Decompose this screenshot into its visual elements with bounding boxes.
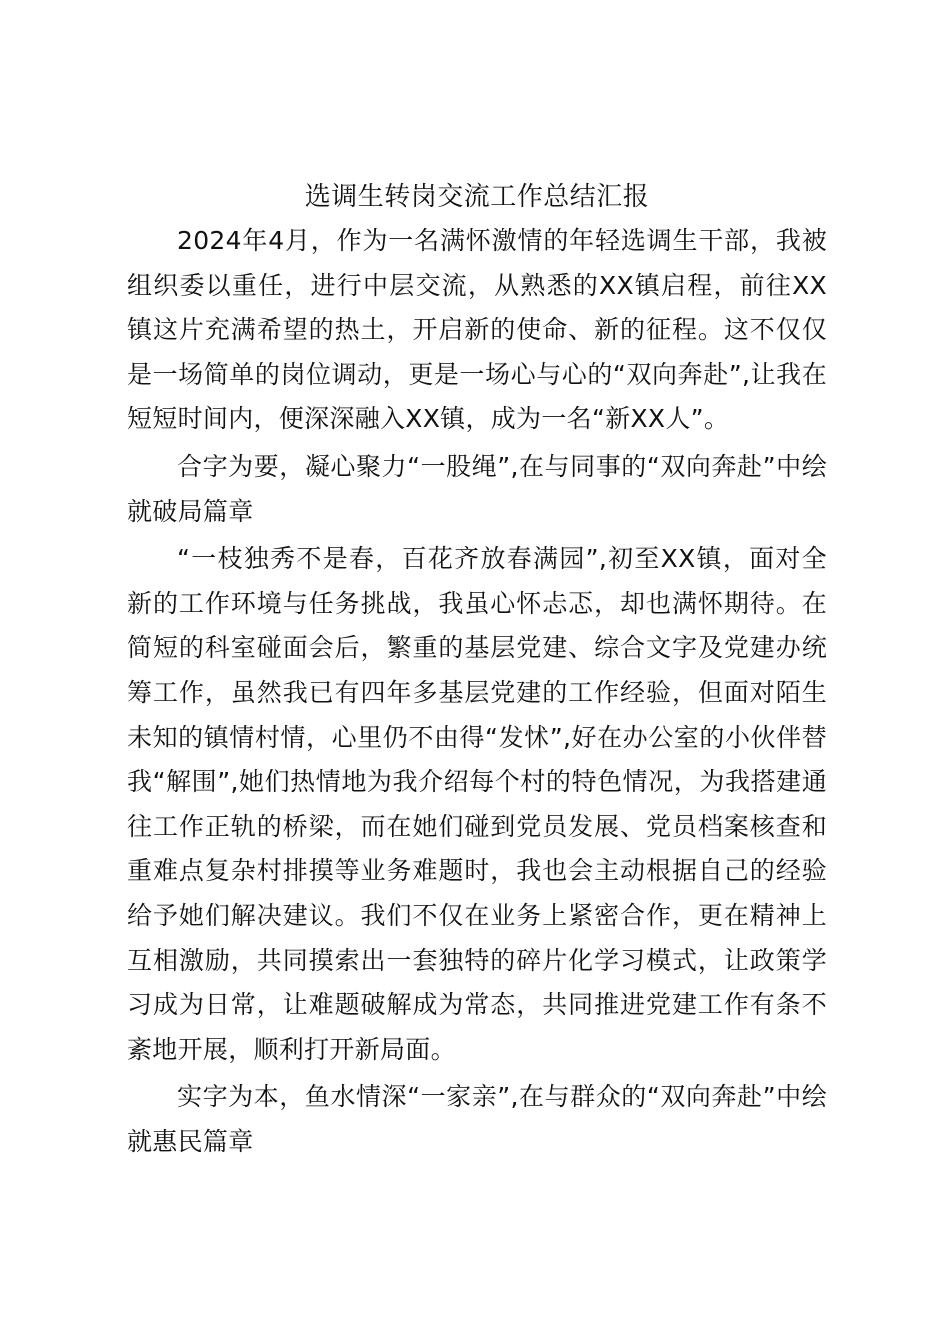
- document-page: [127, 175, 827, 1164]
- paragraph-intro: 2024年4月，作为一名满怀激情的年轻选调生干部，我被组织委以重任，进行中层交流，从熟悉的XX镇启程，前往XX镇这片充满希望的热土，开启新的使命、新的征程。这不仅仅是一场简单的岗位调动，更是一场心与心的“双向奔赴”,让我在短短时间内，便深深融入XX镇，成为一名“新XX人”。: [127, 226, 827, 434]
- section-heading-2: 实字为本，鱼水情深“一家亲”,在与群众的“双向奔赴”中绘就惠民篇章: [127, 1082, 827, 1156]
- paragraph-colleagues: “一枝独秀不是春，百花齐放春满园”,初至XX镇，面对全新的工作环境与任务挑战，我虽心怀忐忑，却也满怀期待。在简短的科室碰面会后，繁重的基层党建、综合文字及党建办统筹工作，虽然我已有四年多基层党建的工作经验，但面对陌生未知的镇情村情，心里仍不由得“发怵”,好在办公室的小伙伴替我“解围”,她们热情地为我介绍每个村的特色情况，为我搭建通往工作正轨的桥梁，而在她们碰到党员发展、党员档案核查和重难点复杂村排摸等业务难题时，我也会主动根据自己的经验给予她们解决建议。我们不仅在业务上紧密合作，更在精神上互相激励，共同摸索出一套独特的碎片化学习模式，让政策学习成为日常，让难题破解成为常态，共同推进党建工作有条不紊地开展，顺利打开新局面。: [127, 544, 827, 1064]
- section-heading-1: 合字为要，凝心聚力“一股绳”,在与同事的“双向奔赴”中绘就破局篇章: [127, 451, 827, 526]
- document-title: 选调生转岗交流工作总结汇报: [304, 182, 650, 212]
